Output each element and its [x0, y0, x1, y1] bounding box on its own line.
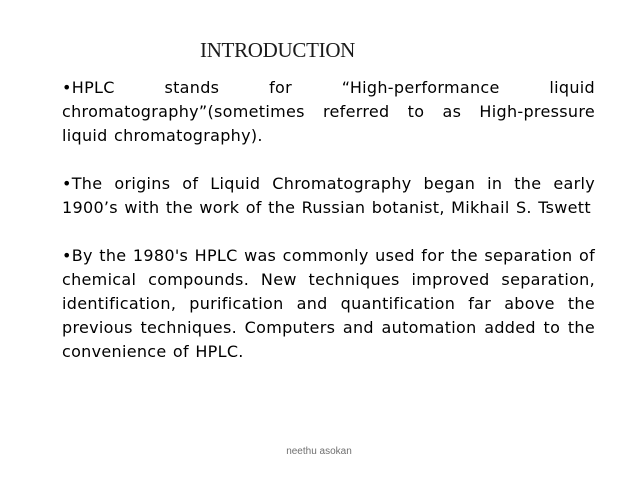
paragraph-1980s: •By the 1980's HPLC was commonly used for the separation of chemical compounds. New techniques improved separation, identification, purification and quantification far above the previous techniques. Computers and automation added to the convenience of HPLC.	[62, 246, 595, 361]
slide-body	[62, 76, 595, 364]
paragraph-hplc-definition: •HPLC stands for “High-performance liquid chromatography”(sometimes referred to as High-pressure liquid chromatography).	[62, 78, 595, 145]
slide-footer-author: neethu asokan	[286, 446, 352, 457]
slide-title: INTRODUCTION	[200, 38, 356, 62]
paragraph-origins: •The origins of Liquid Chromatography began in the early 1900’s with the work of the Russian botanist, Mikhail S. Tswett	[62, 174, 595, 217]
